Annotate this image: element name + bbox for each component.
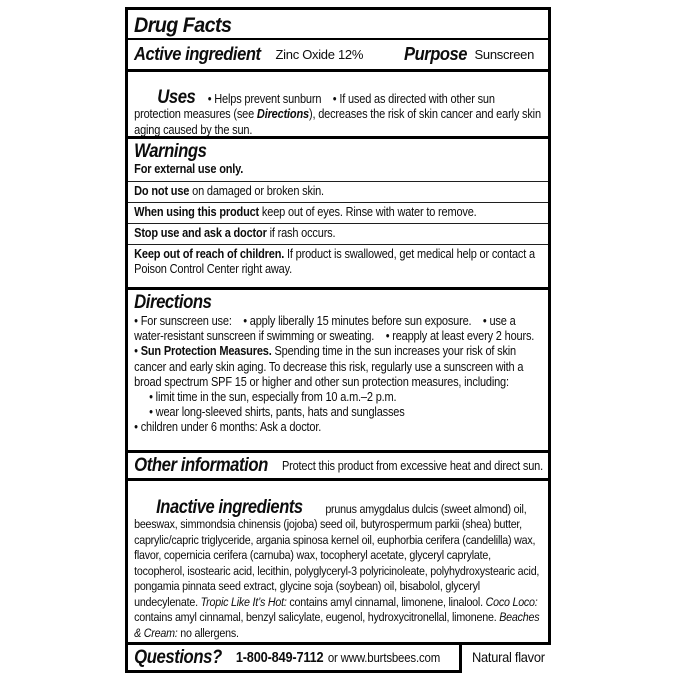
directions-text: • Sun Protection Measures. Spending time in the sun increases your risk of skin cancer and early skin aging. To decrease this risk, regularly use a sunscreen with a broad spectrum SPF 15 or higher and other sun protection measures, including: (134, 344, 527, 389)
warning-text: When using this product keep out of eyes. Rinse with water to remove. (134, 205, 477, 219)
natural-flavor-note: Natural flavor (472, 649, 545, 665)
questions-box (125, 642, 462, 673)
directions-text: • For sunscreen use: • apply liberally 15 minutes before sun exposure. • use a water-resistant sunscreen if swimming or sweating. • reapply at least every 2 hours. (134, 314, 535, 344)
warning-external-use: For external use only. (134, 162, 244, 176)
directions-sun-protection-measures (128, 344, 548, 390)
questions-website: or www.burtsbees.com (327, 650, 441, 665)
warning-row-do-not-use (128, 181, 548, 202)
inactive-ingredients-heading: Inactive ingredients (156, 496, 303, 518)
purpose-heading: Purpose (404, 44, 468, 64)
warning-text: Do not use on damaged or broken skin. (134, 184, 324, 198)
questions-row (128, 645, 459, 670)
directions-section (128, 290, 548, 453)
warning-row-when-using (128, 202, 548, 223)
other-information-text: Protect this product from excessive heat and direct sun. (281, 458, 543, 473)
label-main-box (125, 7, 551, 645)
warning-text: Stop use and ask a doctor if rash occurs. (134, 226, 336, 240)
inactive-ingredients-paragraph (128, 484, 548, 642)
directions-text: • limit time in the sun, especially from 10 a.m.–2 p.m. (149, 390, 397, 405)
directions-limit-time (128, 390, 548, 405)
directions-wear-clothing (128, 405, 548, 420)
drug-facts-header (128, 10, 548, 40)
warning-text: Keep out of reach of children. If product is swallowed, get medical help or contact a Poison Control Center right away. (134, 247, 538, 276)
questions-heading: Questions? (134, 646, 222, 668)
other-information-section (128, 453, 548, 481)
active-ingredient-value: Zinc Oxide 12% (275, 47, 364, 62)
uses-text: • Helps prevent sunburn • If used as directed with other sun protection measures (see Directions), decreases the risk of skin cancer and early skin aging caused by the sun. (134, 92, 544, 137)
warnings-header (128, 141, 548, 181)
other-information-heading: Other information (134, 454, 268, 476)
directions-text: • children under 6 months: Ask a doctor. (134, 420, 322, 435)
uses-section (128, 72, 548, 139)
directions-text: • wear long-sleeved shirts, pants, hats and sunglasses (149, 405, 405, 420)
directions-heading: Directions (134, 292, 212, 313)
warning-row-keep-out-of-reach (128, 244, 548, 280)
uses-paragraph (128, 75, 548, 139)
other-information-row (128, 453, 548, 478)
uses-heading: Uses (157, 87, 196, 109)
directions-sunscreen-use (128, 314, 548, 344)
directions-children-under-6-months (128, 420, 548, 435)
warning-row-stop-use (128, 223, 548, 244)
questions-phone-number: 1-800-849-7112 (235, 649, 324, 666)
inactive-ingredients-section (128, 481, 548, 642)
purpose-value: Sunscreen (474, 47, 534, 62)
warnings-section (128, 139, 548, 290)
active-ingredient-row (128, 40, 548, 72)
drug-facts-title: Drug Facts (134, 14, 232, 37)
warnings-heading: Warnings (134, 141, 207, 162)
active-ingredient-heading: Active ingredient (134, 44, 261, 64)
inactive-ingredients-text: prunus amygdalus dulcis (sweet almond) oil, beeswax, simmondsia chinensis (jojoba) seed oil, butyrospermum parkii (shea) butter, caprylic/capric triglyceride, argania spinosa kernel oil, euphorbia cerifera (candelilla) wax, flavor, copernicia cerifera (carnuba) wax, tocopheryl acetate, glyceryl caprylate, tocopherol, isostearic acid, lecithin, polyglyceryl-3 polyricinoleate, polyhydroxystearic acid, pongamia pinnata seed extract, glycine soja (soybean) oil, bisabolol, glyceryl undecylenate. Tropic Like It’s Hot: contains amyl cinnamal, limonene, linalool. Coco Loco: contains amyl cinnamal, benzyl salicylate, eugenol, hydroxycitronellal, limonene. Beaches & Cream: no allergens. (134, 501, 543, 640)
